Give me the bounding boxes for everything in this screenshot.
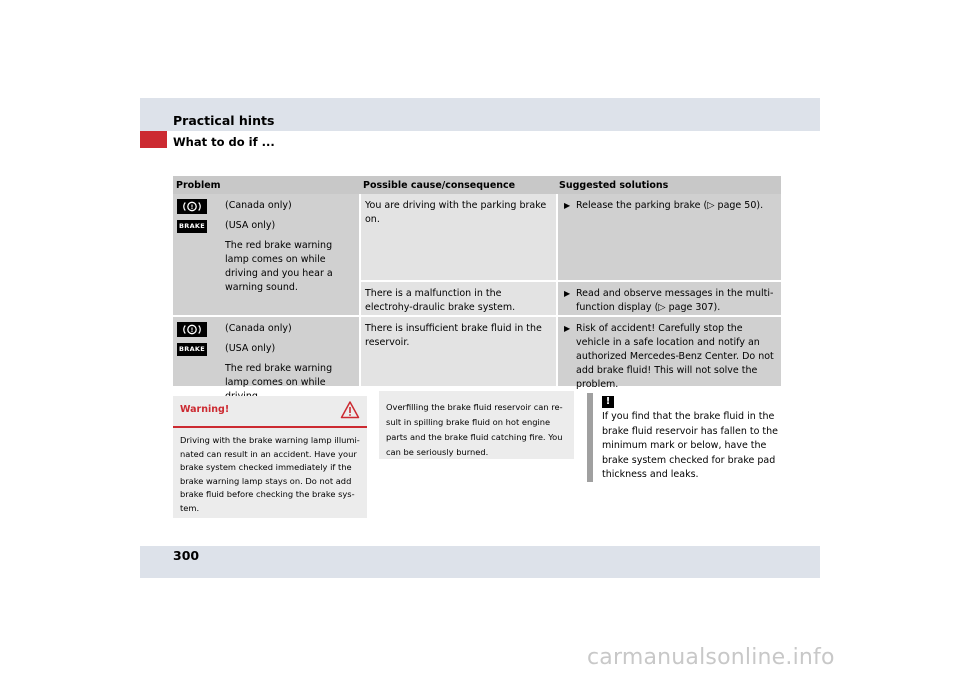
solution-text: Read and observe messages in the multi-function display (▷ page 307).	[576, 288, 774, 313]
info-text: Overfilling the brake fluid reservoir can re-sult in spilling brake fluid on hot engine parts and the brake fluid catching fire. You can be seriously burned.	[386, 402, 563, 457]
info-box	[379, 391, 574, 459]
problem-usa-note: (USA only)	[225, 220, 276, 231]
column-header-problem: Problem	[176, 179, 221, 191]
troubleshooting-table	[173, 176, 781, 390]
page-number: 300	[173, 548, 200, 563]
solution-cell	[556, 315, 781, 390]
solution-cell	[556, 280, 781, 315]
warning-triangle-icon	[340, 400, 360, 420]
warning-title: Warning!	[180, 404, 230, 415]
section-marker	[140, 131, 167, 148]
brake-badge-icon: BRAKE	[177, 220, 207, 233]
warning-box	[173, 396, 367, 518]
problem-canada-note: (Canada only)	[225, 200, 292, 211]
solution-text: Risk of accident! Carefully stop the vehicle in a safe location and notify an authorized Mercedes-Benz Center. Do not add brake fluid! This will not solve the problem.	[576, 323, 774, 390]
solution-cell	[556, 194, 781, 280]
note-text: If you find that the brake fluid in the brake fluid reservoir has fallen to the minimum mark or below, have the brake system checked for brake pad thickness and leaks.	[602, 411, 779, 480]
cause-cell: You are driving with the parking brake on.	[359, 194, 556, 280]
column-header-cause: Possible cause/consequence	[363, 179, 516, 191]
warning-text: Driving with the brake warning lamp illumi-nated can result in an accident. Have your brake system checked immediately if the brake warning lamp stays on. Do not add brake fluid before checking the brake sys-tem.	[180, 435, 360, 513]
exclamation-icon: !	[602, 396, 614, 408]
brake-badge-icon: BRAKE	[177, 343, 207, 356]
footer-band	[140, 546, 820, 578]
table-row	[173, 315, 781, 390]
brake-warning-lamp-icon	[177, 322, 207, 337]
solution-text: Release the parking brake (▷ page 50).	[576, 200, 764, 211]
column-header-solution: Suggested solutions	[559, 179, 669, 191]
svg-text:!: !	[190, 327, 194, 334]
bullet-arrow-icon: ▶	[564, 289, 571, 298]
problem-description: The red brake warning lamp comes on while driving and you hear a warning sound.	[225, 240, 333, 293]
cause-cell: There is insufficient brake fluid in the reservoir.	[359, 315, 556, 386]
cause-cell: There is a malfunction in the electrohy-draulic brake system.	[359, 280, 556, 315]
svg-text:!: !	[190, 204, 194, 211]
note-bar	[587, 393, 593, 482]
section-title: Practical hints	[173, 113, 275, 128]
problem-usa-note: (USA only)	[225, 343, 276, 354]
table-row	[173, 194, 781, 293]
subsection-title: What to do if ...	[173, 135, 275, 149]
brake-warning-lamp-icon	[177, 199, 207, 214]
problem-canada-note: (Canada only)	[225, 323, 292, 334]
problem-description: The red brake warning lamp comes on while	[225, 363, 333, 388]
problem-cell	[173, 194, 359, 301]
bullet-arrow-icon: ▶	[564, 201, 571, 210]
bullet-arrow-icon: ▶	[564, 324, 571, 333]
table-header	[173, 176, 781, 194]
problem-cell	[173, 315, 359, 386]
warning-divider	[173, 426, 367, 428]
watermark: carmanualsonline.info	[587, 645, 835, 670]
